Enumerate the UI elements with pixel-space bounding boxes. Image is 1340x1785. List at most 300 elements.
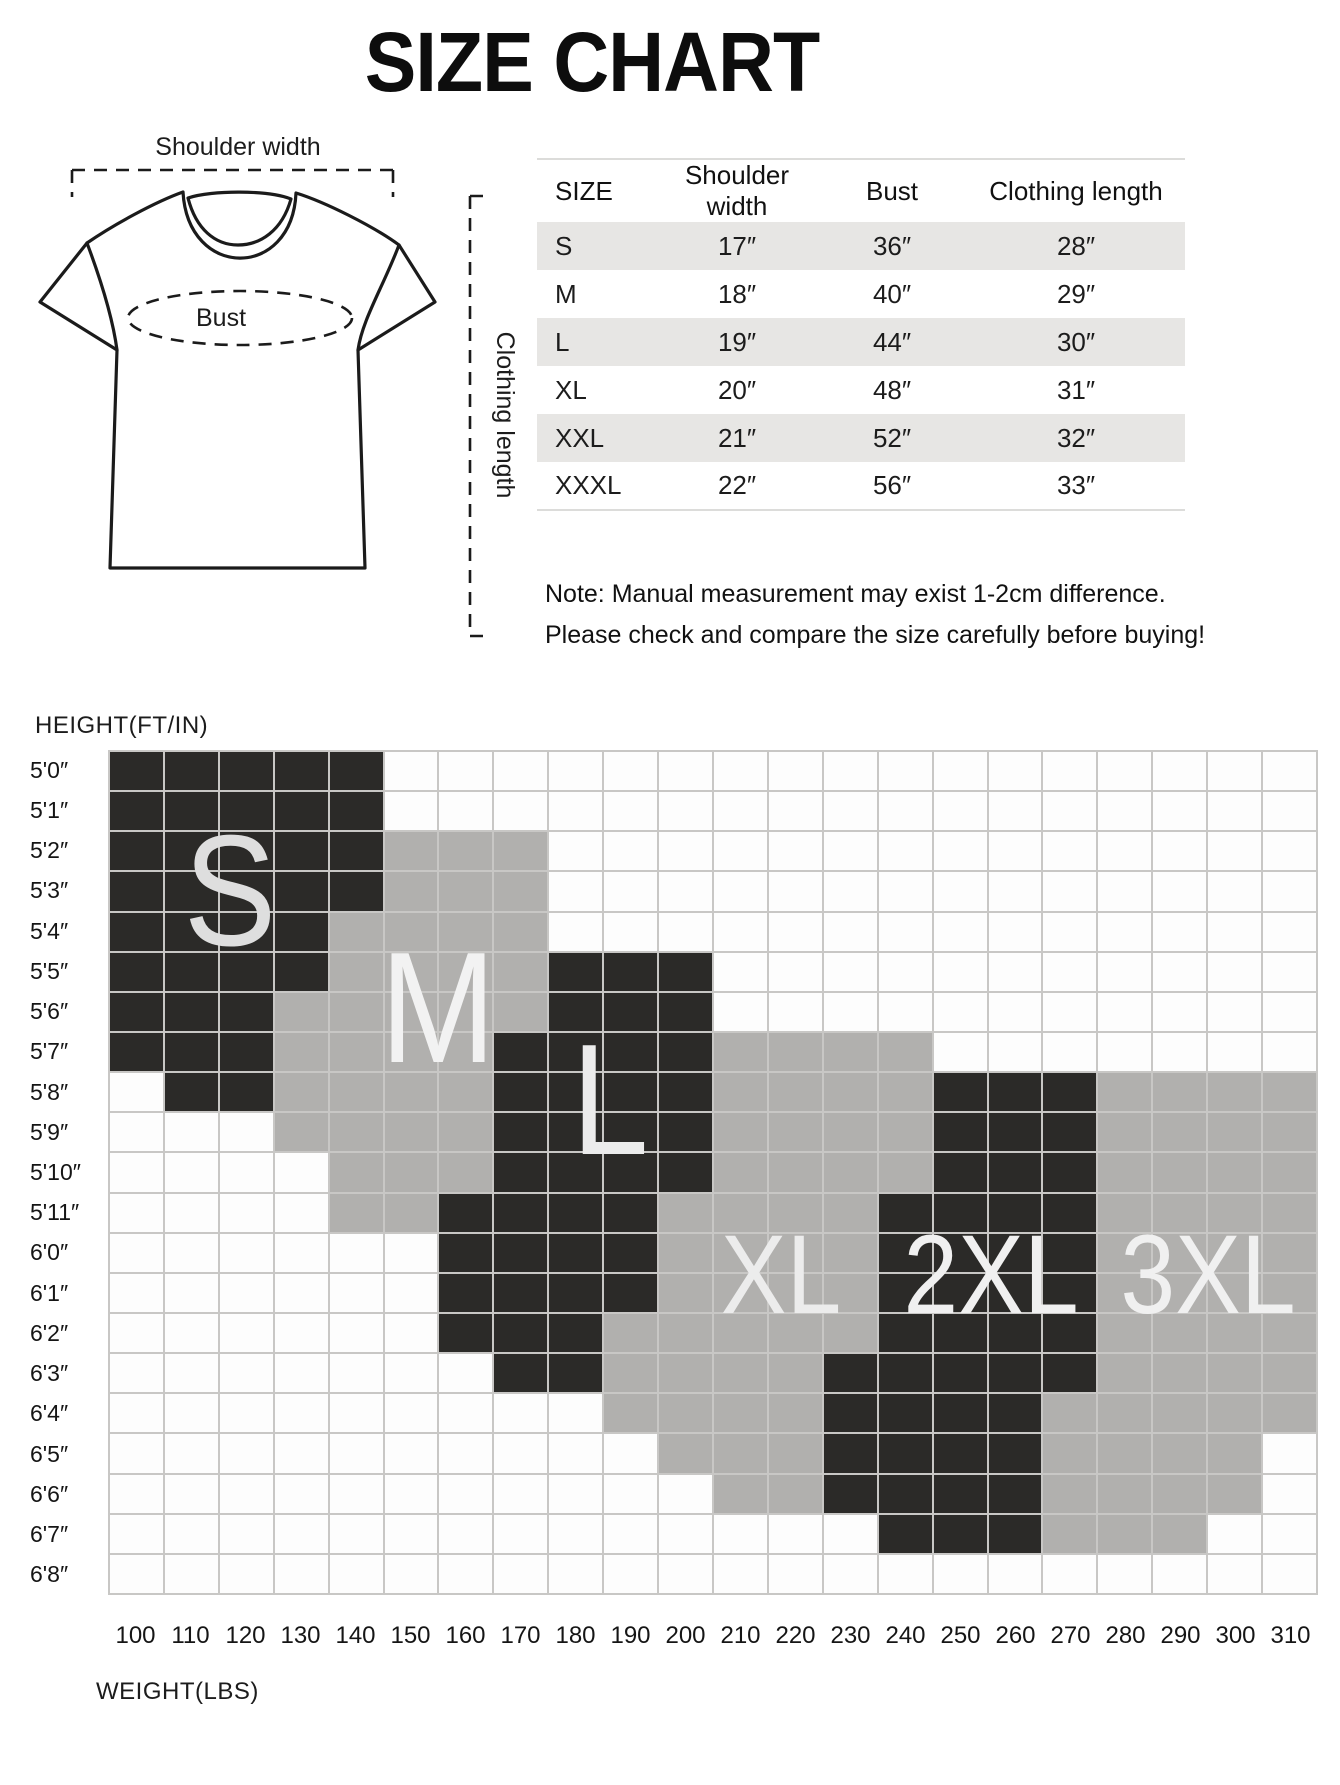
grid-cell [824,1033,877,1071]
grid-cell [494,1475,547,1513]
grid-cell [549,752,602,790]
grid-cell [110,1314,163,1352]
grid-cell [989,1475,1042,1513]
grid-cell [659,1113,712,1151]
grid-cell [385,1434,438,1472]
weight-label: 170 [500,1622,541,1649]
grid-cell [934,752,987,790]
grid-cell [1043,752,1096,790]
grid-cell [330,913,383,951]
grid-cell [769,832,822,870]
size-table-row [537,318,1185,366]
grid-cell [604,953,657,991]
grid-cell [1098,953,1151,991]
grid-cell [1098,1515,1151,1553]
height-label: 6'5″ [30,1440,69,1467]
grid-cell [494,1314,547,1352]
size-table-row [537,270,1185,318]
grid-cell [439,1475,492,1513]
grid-cell [1208,953,1261,991]
grid-cell [1043,1073,1096,1111]
grid-cell [439,1354,492,1392]
height-label: 6'3″ [30,1360,69,1387]
bust-value-cell: 44″ [872,326,912,357]
size-name-cell: XXXL [555,470,622,500]
grid-cell [439,1394,492,1432]
grid-cell [824,1515,877,1553]
grid-cell [549,1394,602,1432]
grid-cell [494,832,547,870]
grid-cell [659,1234,712,1272]
grid-cell [934,1555,987,1593]
grid-cell [659,792,712,830]
grid-cell [165,1194,218,1232]
grid-cell [879,953,932,991]
grid-cell [549,1475,602,1513]
grid-cell [275,1314,328,1352]
grid-cell [714,752,767,790]
grid-cell [494,1073,547,1111]
grid-cell [494,1033,547,1071]
grid-cell [330,1475,383,1513]
grid-cell [1043,953,1096,991]
grid-cell [1153,1434,1206,1472]
length-value-cell: 32″ [1056,422,1096,453]
grid-cell [1263,953,1316,991]
weight-label: 310 [1270,1622,1311,1649]
collar-opening [188,192,291,245]
grid-cell [1098,913,1151,951]
grid-cell [879,1073,932,1111]
height-label: 5'2″ [30,837,69,864]
weight-label: 300 [1215,1622,1256,1649]
grid-cell [769,1434,822,1472]
grid-cell [220,1194,273,1232]
weight-label: 270 [1050,1622,1091,1649]
grid-cell [659,832,712,870]
grid-cell [989,1434,1042,1472]
grid-cell [110,752,163,790]
grid-cell [714,953,767,991]
height-label: 5'6″ [30,998,69,1025]
grid-cell [220,1153,273,1191]
table-column-header: SIZE [555,175,613,206]
grid-cell [604,832,657,870]
grid-cell [385,1113,438,1151]
grid-cell [824,1113,877,1151]
grid-cell [769,953,822,991]
grid-cell [1263,1555,1316,1593]
bust-value-cell: 56″ [872,470,912,500]
grid-cell [934,792,987,830]
grid-cell [879,1113,932,1151]
grid-cell [659,872,712,910]
height-label: 6'1″ [30,1279,69,1306]
grid-cell [934,1153,987,1191]
grid-cell [165,1234,218,1272]
grid-cell [439,1194,492,1232]
grid-cell [439,792,492,830]
grid-cell [934,913,987,951]
grid-cell [1098,1475,1151,1513]
grid-cell [989,993,1042,1031]
grid-cell [1263,752,1316,790]
grid-cell [1153,1033,1206,1071]
grid-cell [934,1073,987,1111]
grid-cell [659,1033,712,1071]
grid-cell [549,832,602,870]
grid-cell [604,913,657,951]
size-table [537,158,1185,511]
grid-cell [1263,1354,1316,1392]
grid-cell [1208,792,1261,830]
grid-cell [439,752,492,790]
height-label: 5'0″ [30,756,69,783]
grid-cell [549,1434,602,1472]
grid-cell [1153,1475,1206,1513]
grid-cell [1208,1394,1261,1432]
grid-cell [879,1354,932,1392]
weight-label: 250 [940,1622,981,1649]
size-table-row [537,366,1185,414]
grid-cell [165,1515,218,1553]
grid-cell [275,1073,328,1111]
grid-cell [659,1555,712,1593]
grid-cell [220,1555,273,1593]
grid-cell [275,913,328,951]
grid-cell [824,1434,877,1472]
grid-cell [1208,832,1261,870]
grid-cell [330,1033,383,1071]
grid-cell [330,792,383,830]
grid-cell [1208,1515,1261,1553]
grid-cell [659,1073,712,1111]
height-label: 6'2″ [30,1319,69,1346]
page-title: SIZE CHART [364,15,820,109]
grid-cell [1043,872,1096,910]
grid-cell [1263,872,1316,910]
grid-cell [604,1394,657,1432]
height-label: 5'8″ [30,1078,69,1105]
grid-cell [275,1475,328,1513]
grid-cell [549,953,602,991]
grid-cell [110,1515,163,1553]
grid-cell [714,832,767,870]
weight-label: 120 [225,1622,266,1649]
weight-axis-title: WEIGHT(LBS) [96,1678,259,1705]
weight-label: 230 [830,1622,871,1649]
grid-cell [275,1354,328,1392]
grid-cell [110,1194,163,1232]
grid-cell [1208,872,1261,910]
grid-cell [824,1153,877,1191]
grid-cell [220,1314,273,1352]
height-label: 5'5″ [30,957,69,984]
grid-cell [604,792,657,830]
grid-cell [1208,1113,1261,1151]
grid-cell [1263,792,1316,830]
grid-cell [824,1555,877,1593]
grid-cell [659,1314,712,1352]
bust-label: Bust [195,304,247,332]
grid-cell [1263,1153,1316,1191]
grid-cell [659,953,712,991]
size-table-row [537,414,1185,462]
grid-cell [1098,832,1151,870]
grid-cell [110,1555,163,1593]
grid-cell [714,1033,767,1071]
grid-cell [879,1555,932,1593]
grid-cell [165,1274,218,1312]
grid-cell [1263,993,1316,1031]
grid-cell [1043,792,1096,830]
grid-cell [1153,1153,1206,1191]
grid-cell [275,953,328,991]
grid-cell [714,1073,767,1111]
weight-label: 130 [280,1622,321,1649]
grid-cell [769,1555,822,1593]
height-label: 6'6″ [30,1480,69,1507]
grid-cell [110,1394,163,1432]
grid-cell [110,1475,163,1513]
grid-cell [275,1274,328,1312]
grid-cell [879,832,932,870]
grid-cell [549,1194,602,1232]
grid-cell [275,832,328,870]
grid-cell [275,1394,328,1432]
grid-cell [275,1153,328,1191]
grid-cell [934,953,987,991]
weight-label: 260 [995,1622,1036,1649]
grid-cell [275,792,328,830]
grid-cell [220,1033,273,1071]
grid-cell [110,792,163,830]
grid-cell [824,752,877,790]
grid-cell [1263,1033,1316,1071]
grid-cell [275,1113,328,1151]
grid-cell [934,1113,987,1151]
grid-cell [439,1555,492,1593]
grid-cell [1263,1113,1316,1151]
length-value-cell: 33″ [1056,470,1096,500]
grid-cell [714,872,767,910]
grid-cell [934,832,987,870]
grid-cell [220,1073,273,1111]
grid-cell [659,1354,712,1392]
grid-cell [934,1354,987,1392]
grid-cell [1098,1555,1151,1593]
grid-cell [330,1234,383,1272]
grid-cell [659,1475,712,1513]
grid-cell [494,1194,547,1232]
grid-cell [769,752,822,790]
grid-cell [769,913,822,951]
table-column-header: Bust [865,175,919,206]
grid-cell [714,1555,767,1593]
size-table-body [537,222,1185,510]
grid-cell [769,1113,822,1151]
grid-cell [769,1073,822,1111]
weight-label: 180 [555,1622,596,1649]
grid-cell [275,1033,328,1071]
shoulder-value-cell: 18″ [717,278,757,309]
grid-cell [934,1434,987,1472]
grid-cell [330,832,383,870]
weight-label: 220 [775,1622,816,1649]
grid-cell [659,1194,712,1232]
grid-cell [1043,1153,1096,1191]
grid-cell [330,872,383,910]
grid-cell [1043,1434,1096,1472]
grid-cell [604,1515,657,1553]
grid-cell [385,1354,438,1392]
grid-cell [385,1314,438,1352]
grid-cell [1153,792,1206,830]
grid-cell [769,1515,822,1553]
grid-cell [1208,1073,1261,1111]
grid-cell [879,792,932,830]
grid-cell [330,1354,383,1392]
grid-cell [385,1475,438,1513]
clothing-length-end-ticks [470,196,485,636]
grid-cell [1208,993,1261,1031]
grid-cell [989,913,1042,951]
bust-value-cell: 36″ [872,230,912,261]
grid-cell [494,993,547,1031]
grid-cell [769,1354,822,1392]
grid-cell [1043,1394,1096,1432]
grid-cell [659,993,712,1031]
grid-cell [824,953,877,991]
shoulder-value-cell: 22″ [717,470,757,500]
grid-cell [714,1153,767,1191]
grid-cell [1208,1354,1261,1392]
grid-cell [549,1274,602,1312]
right-sleeve-seam [358,245,399,350]
grid-cell [604,1234,657,1272]
grid-cell [1043,1354,1096,1392]
grid-cell [220,1274,273,1312]
note-line-1: Note: Manual measurement may exist 1-2cm difference. [545,580,1166,608]
grid-cell [1043,832,1096,870]
grid-cell [934,1515,987,1553]
grid-cell [549,1314,602,1352]
grid-cell [1043,993,1096,1031]
grid-cell [1208,1555,1261,1593]
weight-label: 200 [665,1622,706,1649]
grid-cell [1098,1113,1151,1151]
grid-cell [165,1033,218,1071]
grid-cell [494,1274,547,1312]
grid-cell [494,913,547,951]
grid-cell [659,1274,712,1312]
height-label: 6'8″ [30,1561,69,1588]
height-label: 5'4″ [30,917,69,944]
grid-cell [549,872,602,910]
height-label: 6'0″ [30,1239,69,1266]
size-region-letter-s: S [183,803,277,979]
grid-cell [659,913,712,951]
grid-cell [549,1234,602,1272]
grid-cell [879,993,932,1031]
shoulder-value-cell: 19″ [717,326,757,357]
size-name-cell: S [555,230,573,261]
grid-cell [714,993,767,1031]
grid-cell [275,872,328,910]
size-name-cell: XXL [555,422,605,453]
grid-cell [110,832,163,870]
grid-cell [385,792,438,830]
height-label: 5'1″ [30,796,69,823]
weight-label: 110 [171,1622,210,1649]
grid-cell [989,953,1042,991]
grid-cell [110,1234,163,1272]
grid-cell [385,832,438,870]
grid-cell [714,1475,767,1513]
grid-cell [989,832,1042,870]
grid-cell [330,1314,383,1352]
size-region-letter-xl: XL [720,1212,842,1337]
grid-cell [1153,872,1206,910]
size-table-header [537,159,1185,222]
grid-cell [1263,1434,1316,1472]
grid-cell [934,872,987,910]
grid-cell [714,913,767,951]
grid-cell [1263,913,1316,951]
grid-cell [879,1515,932,1553]
grid-cell [165,1354,218,1392]
grid-cell [275,1194,328,1232]
grid-cell [439,1153,492,1191]
weight-label: 290 [1160,1622,1201,1649]
grid-cell [1208,1475,1261,1513]
grid-cell [824,792,877,830]
tshirt-diagram [10,95,540,665]
grid-cell [934,1394,987,1432]
grid-cell [330,1153,383,1191]
grid-cell [1153,1515,1206,1553]
grid-cell [604,1555,657,1593]
grid-cell [275,1234,328,1272]
grid-cell [714,1113,767,1151]
grid-cell [549,1354,602,1392]
grid-cell [494,872,547,910]
grid-cell [385,1515,438,1553]
grid-cell [989,1073,1042,1111]
shoulder-value-cell: 17″ [717,230,757,261]
grid-cell [1263,1394,1316,1432]
grid-cell [604,1194,657,1232]
grid-cell [1043,1033,1096,1071]
grid-cell [1263,1515,1316,1553]
size-name-cell: L [555,326,570,357]
grid-cell [494,1394,547,1432]
bust-value-cell: 48″ [872,374,912,405]
height-label: 6'7″ [30,1521,69,1548]
table-header-row [537,159,1185,222]
grid-cell [989,1354,1042,1392]
grid-cell [494,1515,547,1553]
grid-cell [604,1475,657,1513]
grid-cell [220,1234,273,1272]
grid-cell [1043,1113,1096,1151]
grid-cell [165,1394,218,1432]
grid-cell [1208,913,1261,951]
grid-cell [714,792,767,830]
grid-cell [439,1113,492,1151]
grid-cell [110,1153,163,1191]
grid-cell [1098,752,1151,790]
